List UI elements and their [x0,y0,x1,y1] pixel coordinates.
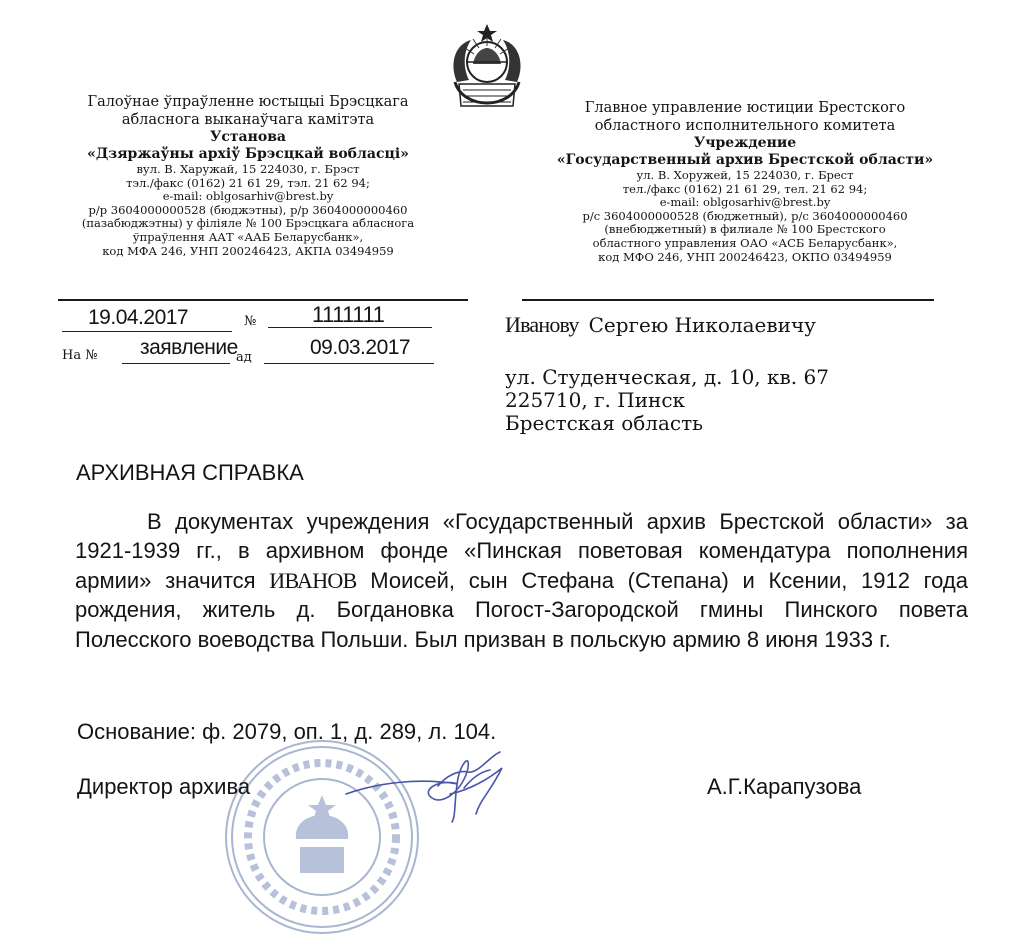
outgoing-number: 1111111 [312,302,385,327]
signer-title: Директор архива [77,774,251,799]
number-label: № [244,314,257,329]
reference-label: На № [62,348,98,363]
outgoing-date: 19.04.2017 [88,306,189,329]
signer-name: А.Г.Карапузова [707,774,862,799]
institution-label-ru: Учреждение [693,135,797,151]
recipient-city: 225710, г. Пинск [505,388,686,412]
ministry-name-be-2: абласнога выканаўчага камітэта [121,112,375,128]
subject-surname: ИВАНОВ [269,567,357,593]
coat-of-arms-emblem [443,18,531,116]
outgoing-date-underline [62,331,232,332]
address-be: вул. В. Харужай, 15 224030, г. Брэст [136,162,360,176]
institution-name-ru: «Государственный архив Брестской области» [556,152,934,168]
institution-name-be: «Дзяржаўны архіў Брэсцкай вобласці» [87,146,409,162]
header-divider-left [58,299,468,301]
header-belarusian [52,93,444,258]
reference-value: заявление [140,336,238,359]
accounts-ru: р/с 3604000000528 (бюджетный), р/с 3604000000460 [582,208,908,223]
recipient-region: Брестская область [505,411,704,435]
reference-date-underline [264,363,434,364]
institution-label-be: Установа [209,129,286,145]
body-text-part2: Моисей, сын Стефана (Степана) и Ксении, 1912 года рождения, житель д. Богдановка Погост-Загородской гмины Пинского повета Полесского воеводства Польши. Был призван в польскую армию 8 июня 1933 г. [75,567,968,652]
accounts-be: р/р 3604000000528 (бюджэтны), р/р 3604000000460 [88,202,408,217]
codes-be: код МФА 246, УНП 200246423, АКПА 03494959 [102,243,394,258]
phone-be: тэл./факс (0162) 21 61 29, тэл. 21 62 94; [126,175,370,190]
document-basis: Основание: ф. 2079, оп. 1, д. 289, л. 104. [77,719,497,744]
reference-date: 09.03.2017 [310,336,411,359]
director-signature [340,748,530,828]
reference-underline [122,363,230,364]
codes-ru: код МФО 246, УНП 200246423, ОКПО 03494959 [598,249,892,264]
ministry-name-ru-1: Главное управление юстиции Брестского [584,100,906,116]
recipient-surname: Иванову [505,312,579,337]
header-russian [545,99,945,264]
recipient-street: ул. Студенческая, д. 10, кв. 67 [505,365,829,389]
address-ru: ул. В. Хоружей, 15 224030, г. Брест [636,168,854,182]
body-text-part1: В документах учреждения «Государственный архив Брестской области» за 1921-1939 гг., в архивном фонде «Пинская поветовая комендатура пополнения армии» значится [75,509,968,593]
bank-name-be: ўпраўлення ААТ «ААБ Беларусбанк», [132,229,364,244]
reference-date-label: ад [236,350,252,365]
email-be: e-mail: oblgosarhiv@brest.by [162,189,334,204]
bank-branch-ru: (внебюджетный) в филиале № 100 Брестского [604,222,886,237]
recipient-name [505,312,816,338]
ministry-name-ru-2: областного исполнительного комитета [594,118,896,134]
email-ru: e-mail: oblgosarhiv@brest.by [659,195,831,210]
outgoing-number-underline [268,327,432,328]
document-body [75,507,968,654]
ministry-name-be-1: Галоўнае ўпраўленне юстыцыі Брэсцкага [87,94,409,110]
recipient-given-names: Сергею Николаевичу [588,313,816,337]
document-title: АРХИВНАЯ СПРАВКА [76,460,304,485]
bank-branch-be: (пазабюджэтны) у філіяле № 100 Брэсцкага абласнога [81,216,415,231]
phone-ru: тел./факс (0162) 21 61 29, тел. 21 62 94; [622,181,868,196]
header-divider-right [522,299,934,301]
bank-name-ru: областного управления ОАО «АСБ Беларусбанк», [592,235,898,250]
